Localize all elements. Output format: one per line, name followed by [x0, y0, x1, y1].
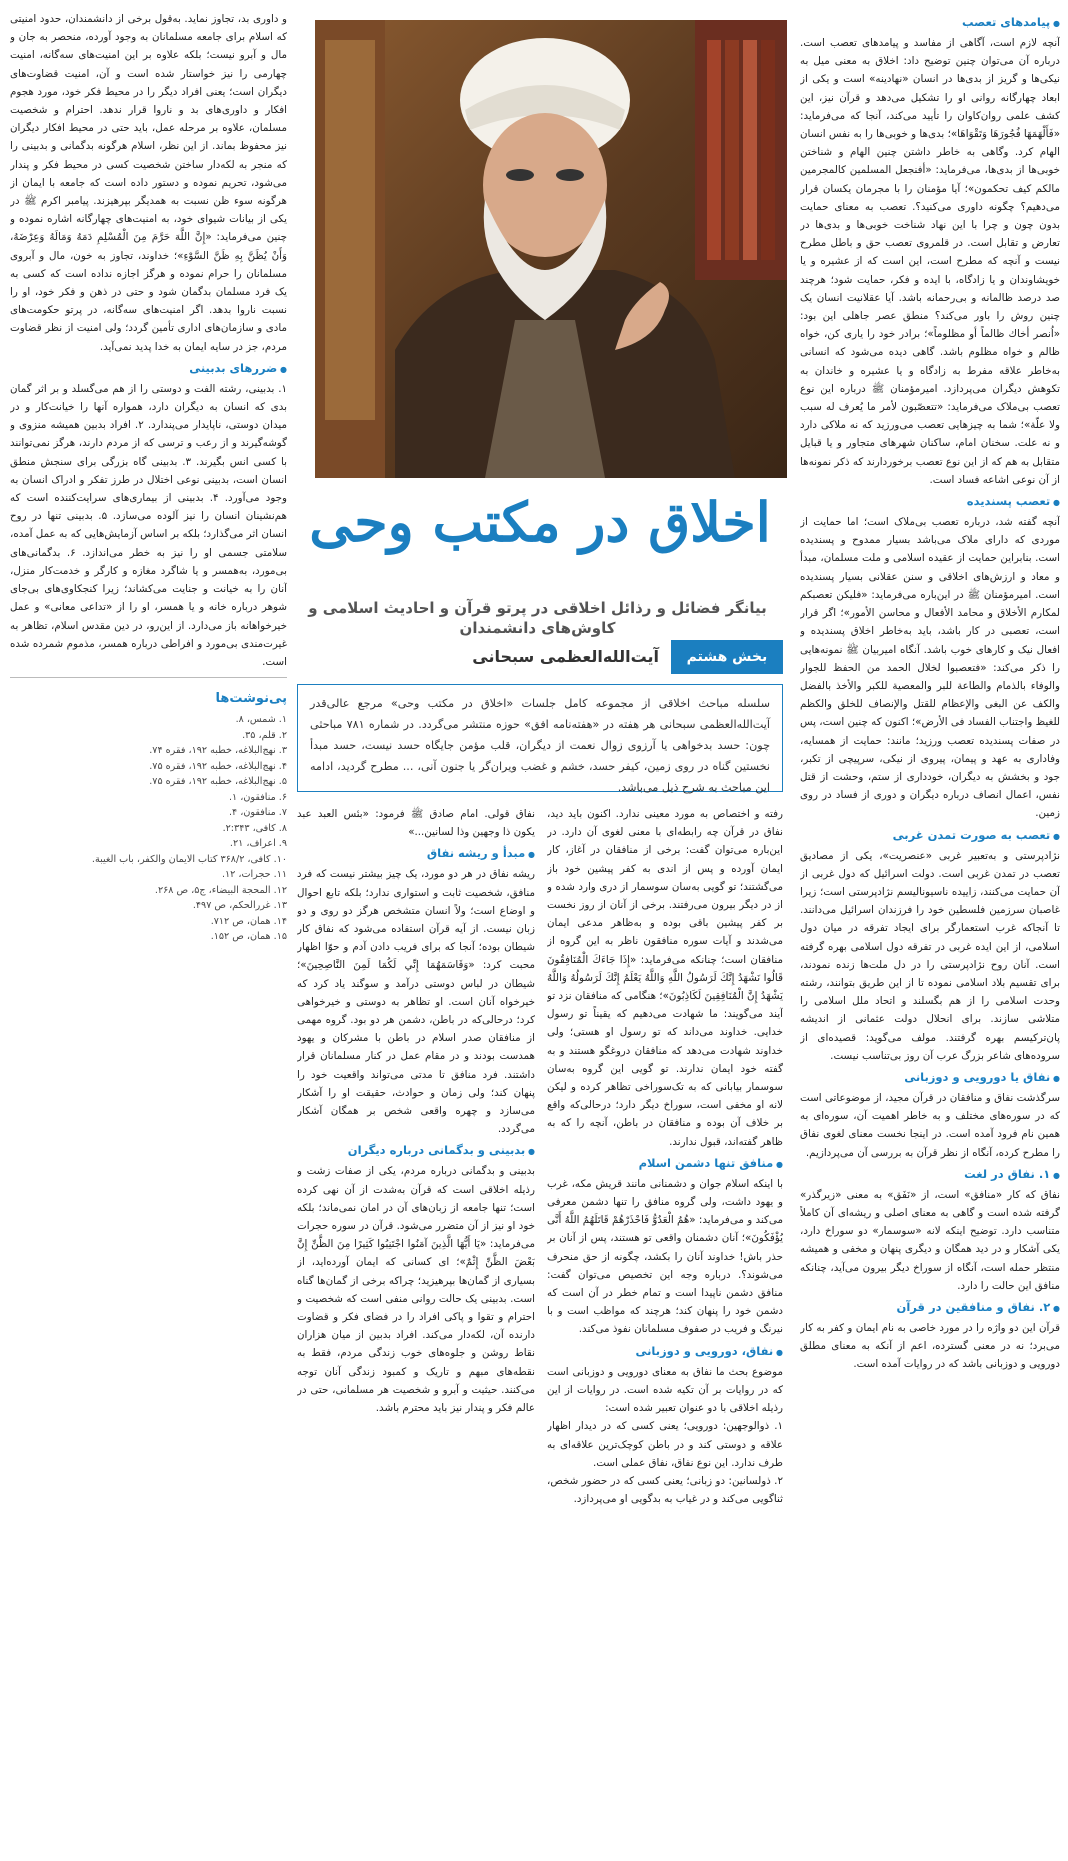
section-heading: ● بدبینی و بدگمانی درباره دیگران: [297, 1141, 535, 1161]
part-badge: بخش هشتم: [671, 640, 783, 674]
footnote: ۳. نهج‌البلاغه، خطبه ۱۹۲، فقره ۷۴.: [149, 745, 287, 757]
footnote: ۹. اعراف، ۲۱.: [229, 838, 287, 850]
paragraph: نفاق قولی. امام صادق ﷺ فرمود: «بئس العبد عبد یکون ذا وجهین وذا لسانین...»: [297, 808, 535, 839]
column-middle-right: [547, 805, 783, 1855]
paragraph: نفاق که کار «منافق» است، از «نَفَق» به معنی «زیرگذر» گرفته شده است و گاهی به معنای اصلی و ریشه‌ای آن کاملاً متناسب دارد. توضیح اینکه لانه «سوسمار» دو سوراخ دارد، یکی آشکار و در دید همگان و دیگری پنهان و مخفی و همیشه منتظر حمله است، آنگاه از سوراخ دیگر بیرون می‌آید، چنانکه منافق این حالت را دارد.: [800, 1188, 1060, 1292]
author-bar: [297, 640, 783, 674]
footnote: ۱۰. کافی، ۳۶۸/۲ کتاب الایمان والکفر، باب الغیبة.: [91, 853, 287, 865]
footnote: ۱۳. غررالحکم، ص ۴۹۷.: [192, 900, 287, 912]
intro-box: سلسله مباحث اخلاقی از مجموعه کامل جلسات «اخلاق در مکتب وحی» مرجع عالی‌قدر آیت‌الله‌العظمی سبحانی هر هفته در «هفته‌نامه افق» حوزه منتشر می‌گردد. در شماره ۷۸۱ مباحثی چون: حسد بدخواهی یا آرزوی زوال نعمت از دیگران، قلب مؤمن جایگاه حسد نیست، حسد مبدأ نخستین گناه در روی زمین، کیفر حسد، خشم و غضب ویران‌گر یا جنون آنی، ... مطرح گردید، ادامه این مباحث به شرح ذیل می‌باشد.: [297, 684, 783, 792]
paragraph: ریشه نفاق در هر دو مورد، یک چیز بیشتر نیست که فرد منافق، شخصیت ثابت و استواری ندارد؛ بلکه تابع احوال و اوضاع است؛ ولاً انسان متشخص هرگز دو روی و دو زبان نیست. از آیه قرآن استفاده می‌شود که نفاق کار شیطان بوده؛ آنجا که برای فریب دادن آدم و حوّا اظهار محبت کرد: «وَقَاسَمَهُمَا إِنِّي لَكُمَا لَمِنَ النَّاصِحِينَ»؛ شیطان در لباس دوستی درآمد و سوگند یاد کرد که خیرخواه آنان است. او تظاهر به دوستی و خیرخواهی کرد؛ درحالی‌که در باطن، دشمن هر دو بود. گروه مهمی از منافقان صدر اسلام در باطن با مشرکان و یهود همدست بودند و در مقام عمل در کنار مسلمانان قرار داشتند. فرد منافق تا مدتی می‌تواند واقعیت خود را پنهان کند؛ ولی زمان و حوادث، حقیقت او را آشکار می‌سازد و چهره واقعی شخص بر همگان آشکار می‌گردد.: [297, 868, 535, 1136]
footnote: ۷. منافقون، ۴.: [228, 807, 287, 819]
portrait-illustration: [315, 20, 787, 478]
footnote: ۱۴. همان، ص ۷۱۲.: [210, 915, 287, 927]
section-heading: ● منافق تنها دشمن اسلام: [547, 1154, 783, 1174]
paragraph: و داوری بد، تجاوز نماید. به‌قول برخی از دانشمندان، حدود امنیتی که اسلام برای جامعه مسلمانان به وجود آورده، منحصر به جان و مال و آبرو نیست؛ بلکه علاوه بر این امنیت‌های سه‌گانه، امنیت چهارمی را نیز خواستار شده است و آن، امنیت قضاوت‌های دیگران است؛ یعنی افراد دیگر را در محیط فکر خود، مورد هجوم افکار و داوری‌های بد و ناروا قرار ندهد. احترام و شخصیت مسلمان، علاوه بر مرحله عمل، باید حتی در محیط افکار دیگران نیز محفوظ بماند. از این نظر، اسلام هرگونه بدگمانی و بدبینی را که منجر به لکه‌دار ساختن شخصیت کسی در محیط فکر و پندار می‌شود، تحریم نموده و دستور داده است که جامعه با ایمان از هرگونه سوء ظن نسبت به همدیگر بپرهیزند. پیامبر اکرم ﷺ در یکی از بیانات شیوای خود، به امنیت‌های چهارگانه اشاره نموده و چنین می‌فرماید: «إِنَّ اللَّهَ حَرَّمَ مِنَ الْمُسْلِمِ دَمَهُ وَمَالَهُ وَعِرْضَهُ، وَأَنْ يُظَنَّ بِهِ ظَنَّ السَّوْءِ»؛ خداوند، تجاوز به خون، مال و آبروی مسلمانان را حرام نموده و هرگز اجازه نداده است که کسی به یک فرد مسلمان بدگمان شود و حتی در ذهن و فکر خود، او را نسبت ناروا بدهد. اگر امنیت‌های سه‌گانه، در پرتو حکومت‌های مادی و سازمان‌های اداری تأمین گردد؛ ولی امنیت از نظر قضاوت مردم، جز در سایه ایمان به خدا پدید نمی‌آید.: [10, 13, 287, 353]
paragraph: رفته و اختصاص به مورد معینی ندارد. اکنون باید دید، نفاق در قرآن چه رابطه‌ای با معنی لغوی آن دارد. در این‌باره می‌توان گفت: برخی از منافقان در آغاز، کار ایمان آورده و پس از اندی به کفر پیشین خود باز می‌گشتند؛ تو گویی به‌سان سوسمار از دری وارد شده و از در دیگر بیرون می‌رفتند. برخی از آنان از روز نخست بر کفر پیشین باقی بوده و به‌ظاهر مدعی ایمان می‌شدند و آیات سوره منافقون ناظر به این گروه از منافقان است؛ چنانکه می‌فرماید: «إِذَا جَاءَكَ الْمُنَافِقُونَ قَالُوا نَشْهَدُ إِنَّكَ لَرَسُولُ اللَّهِ وَاللَّهُ يَعْلَمُ إِنَّكَ لَرَسُولُهُ وَاللَّهُ يَشْهَدُ إِنَّ الْمُنَافِقِينَ لَكَاذِبُونَ»؛ هنگامی که منافقان نزد تو آیند می‌گویند: ما شهادت می‌دهیم که یقیناً تو رسول خدایی. خداوند می‌داند که تو رسول او هستی؛ ولی خداوند شهادت می‌دهد که منافقان دروغگو هستند و به گفته خود ایمان ندارند. تو گویی این گروه به‌سان سوسمار بیابانی که به تک‌سوراخی تظاهر کرده و لیکن لانه او مخفی است، سوراخ دیگر دارد؛ درحالی‌که واقع بر خلاف آن بوده و منافقان در باطن، آنچه را که به ظاهر گفته‌اند، قبول ندارند.: [547, 808, 783, 1148]
footnote: ۱۲. المحجة البیضاء، ج۵، ص ۲۶۸.: [154, 884, 287, 896]
author-name: آیت‌الله‌العظمی سبحانی: [472, 647, 659, 666]
article-subtitle: بیانگر فضائل و رذائل اخلاقی در پرتو قرآن و احادیث اسلامی و کاوش‌های دانشمندان: [308, 599, 767, 637]
divider: [10, 677, 287, 678]
paragraph: ۱. بدبینی، رشته الفت و دوستی را از هم می‌گسلد و بر اثر گمان بدی که انسان به دیگران دارد، همواره آنها را خیانت‌کار و در میدان دوستی، ناپایدار می‌پندارد. ۲. افراد بدبین همیشه منزوی و گوشه‌گیرند و از رعب و ترسی که از مردم دارند، هرگز نمی‌توانند با کسی انس بگیرند. ۳. بدبینی گاه بزرگی برای سنجش منطق انسان است، بدبینی نوعی اختلال در طرز تفکر و ادراک انسان به وجود می‌آورد. ۴. بدبینی از بیماری‌های سرایت‌کننده است که هم‌نشینان انسان را نیز آلوده می‌سازد. ۵. بدبینی تنها در روح انسان اثر می‌گذارد؛ بلکه بر اساس آزمایش‌هایی که به عمل آمده، سلامتی جسمی او را نیز به خطر می‌اندازد. ۶. بدگمانی‌های بی‌مورد، به‌همسر و یا شاگرد مغازه و کارگر و خدمت‌کار منزل، آنان را به خیانت و جنایت می‌کشاند؛ زیرا کنجکاوی‌های بی‌جای شوهر درباره خانه و یا همسر، او را از «تداعی معانی» و عمل خیرخواهانه باز می‌دارد. از این‌رو، در دین مقدس اسلام، تظاهر به غیرت‌مندی بی‌مورد و افراطی درباره همسر، مذموم شمرده شده است.: [10, 382, 287, 668]
footnotes-title: پی‌نوشت‌ها: [215, 691, 287, 707]
section-heading: ● نفاق، دورویی و دوزبانی: [547, 1342, 783, 1362]
section-heading: ● ضررهای بدبینی: [10, 359, 287, 379]
portrait-photo: [315, 20, 787, 478]
section-heading: ● مبدأ و ریشه نفاق: [297, 844, 535, 864]
footnotes-list: [10, 712, 287, 945]
section-heading: ● تعصب به صورت تمدن غربی: [800, 826, 1060, 846]
column-right: [800, 10, 1060, 1855]
column-left: [10, 10, 287, 1855]
footnote: ۶. منافقون، ۱.: [228, 791, 287, 803]
footnote: ۲. قلم، ۳۵.: [242, 729, 287, 741]
column-middle-left: [297, 805, 535, 1855]
paragraph: آنچه گفته شد، درباره تعصب بی‌ملاک است؛ اما حمایت از موردی که دارای ملاک می‌باشد بسیار ممدوح و پسندیده است. بنابراین حمایت از عقیده اسلامی و ملت مسلمان، مبدأ و معاد و ارزش‌های اخلاقی و سنن عقلانی بسیار پسندیده است. امیرمؤمنان ﷺ در این‌باره می‌فرماید: «فلیکن تعصبکم لمکارم الأخلاق و محامد الأفعال و محاسن الأمور»؛ اگر قرار است، تعصبی در کار باشد، باید به‌خاطر اخلاق پسندیده و افعال نیک و کارهای خوب باشد. آنگاه امیربیان ﷺ نمونه‌هایی را ذکر می‌کند: «فتعصبوا لخلال الحمد من الحفظ للجوار والوفاء بالذمام والطاعة للبر والمعصیة للکبر والأخذ بالفضل والکف عن البغی والإعظام للقتل والإنصاف للخلق والکظم للغیظ واجتناب الفساد فی الأرض»؛ اکنون که چنین است، پس در صفات پسندیده تعصب ورزید؛ مانند: حمایت از همسایه، وفاداری به عهد و پیمان، پیروی از نیکی، سرپیچی از تکبر، جود و بخشش به دیگران، خودداری از ستم، وحشت از قتل نفس، اعمال انصاف درباره دیگران و دوری از فساد در روی زمین.: [800, 516, 1060, 820]
paragraph: با اینکه اسلام جوان و دشمنانی مانند قریش مکه، غرب و یهود داشت، ولی گروه منافق را تنها دشمن معرفی می‌کند و می‌فرماید: «هُمُ الْعَدُوُّ فَاحْذَرْهُمْ قَاتَلَهُمُ اللَّهُ أَنَّى يُؤْفَكُونَ»؛ آنان دشمنان واقعی تو هستند، پس از آنان بر حذر باش! خداوند آنان را بکشد، چگونه از حق منحرف می‌شوند؟. درباره وجه این تخصیص می‌توان گفت: منافق دشمن ناپیدا است و تمام خطر در آن است که دشمن خود را پنهان کند؛ هرچند که مواظب است و با نیرنگ و فریب در صفوف مسلمانان نفوذ می‌کند.: [547, 1177, 783, 1336]
footnote: ۵. نهج‌البلاغه، خطبه ۱۹۲، فقره ۷۵.: [149, 776, 287, 788]
section-heading: ● ۱. نفاق در لغت: [800, 1165, 1060, 1185]
section-heading: ● تعصب پسندیده: [800, 492, 1060, 512]
section-heading: ● نفاق یا دورویی و دوزبانی: [800, 1068, 1060, 1088]
paragraph: بدبینی و بدگمانی درباره مردم، یکی از صفات زشت و رذیله اخلاقی است که قرآن به‌شدت از آن نهی کرده است؛ تنها جامعه از زبان‌های آن در امان نمی‌ماند؛ بلکه خود او نیز از آن متضرر می‌شود. قرآن در سوره حجرات می‌فرماید: «يَا أَيُّهَا الَّذِينَ آمَنُوا اجْتَنِبُوا كَثِيرًا مِنَ الظَّنِّ إِنَّ بَعْضَ الظَّنِّ إِثْمٌ»؛ ای کسانی که ایمان آورده‌اید، از بسیاری از گمان‌ها بپرهیزید؛ چراکه برخی از گمان‌ها گناه است. بدبینی یک حالت روانی منفی است که شخصیت و احترام و تقوا و پاکی افراد را در فضای فکر و قضاوت دارنده آن، لکه‌دار می‌کند. افراد بدبین از میان هزاران نقاط روشن و جلوه‌های خوب زندگی مردم، فقط به نقطه‌های مبهم و تاریک و کمبود زندگی آنان توجه می‌کنند. حیثیت و آبرو و شخصیت هر مسلمانی، حتی در عالم فکر و پندار نیز باید محترم باشد.: [297, 1165, 535, 1415]
footnote: ۱۵. همان، ص ۱۵۲.: [210, 931, 287, 943]
footnote: ۸. کافی، ۲:۳۴۳.: [222, 822, 287, 834]
footnote: ۱. شمس، ۸.: [235, 714, 287, 726]
paragraph: قرآن این دو واژه را در مورد خاصی به نام ایمان و کفر به کار می‌برد؛ نه در معنی گسترده، اعم از آنکه به معنای مطلق دورویی و دوزبانی باشد که در روایات آمده است.: [800, 1322, 1060, 1371]
list-item: ۱. ذوالوجهین: دورویی؛ یعنی کسی که در دیدار اظهار علاقه و دوستی کند و در باطن کوچک‌ترین علاقه‌ای به طرف ندارد. این نوع نفاق، نفاق عملی است.: [547, 1420, 783, 1469]
footnote: ۴. نهج‌البلاغه، خطبه ۱۹۲، فقره ۷۵.: [149, 760, 287, 772]
section-heading: ● پیامدهای تعصب: [800, 13, 1060, 33]
paragraph: نژادپرستی و به‌تعبیر غربی «عنصریت»، یکی از مصادیق تعصب در تمدن غربی است. دولت اسرائیل که دول غربی از آن حمایت می‌کنند، زاییده ناسیونالیسم نژادپرستی است؛ زیرا غاصبان سرزمین فلسطین خود را فرزندان اسرائیل می‌دانند. تا آنجاکه غرب استعمارگر برای ایجاد تفرقه در میان دول اسلامی، از این ایده غربی در تفرقه دول اسلامی بهره گرفته است. آنان روح نژادپرستی را در دل ملت‌ها زنده نمودند، برای تقسیم بلاد اسلامی نموده تا از این طریق بتوانند، رشته وحدت اسلامی را از هم بگسلند و اتحاد ملل اسلامی را متلاشی سازند. برای انحلال دولت عثمانی از اندیشه پان‌ترکیسم بهره گرفتند. مولف می‌گوید: قصیده‌ای از سروده‌های شاعر بزرگ عرب آن روز بی‌تناسب نیست.: [800, 849, 1060, 1062]
paragraph: موضوع بحث ما نفاق به معنای دورویی و دوزبانی است که در روایات بر آن تکیه شده است. در روایات از این رذیله اخلاقی با دو عنوان تعبیر شده است:: [547, 1365, 783, 1415]
list-item: ۲. ذولسانین: دو زبانی؛ یعنی کسی که در حضور شخص، ثناگویی می‌کند و در غیاب به بدگویی او می‌پردازد.: [547, 1474, 783, 1506]
footnote: ۱۱. حجرات، ۱۲.: [221, 869, 287, 881]
article-title: اخلاق در مکتب وحی: [309, 490, 771, 554]
section-heading: ● ۲. نفاق و منافقین در قرآن: [800, 1298, 1060, 1318]
paragraph: سرگذشت نفاق و منافقان در قرآن مجید، از موضوعاتی است که در سوره‌های مختلف و به خاطر اهمیت آن، سوره‌ای به همین نام فرود آمده است. در اینجا نخست معنای لغوی نفاق را مطرح کرده، آنگاه از نظر قرآن به بررسی آن می‌پردازیم.: [800, 1091, 1060, 1159]
paragraph: آنچه لازم است، آگاهی از مفاسد و پیامدهای تعصب است. درباره آن می‌توان چنین توضیح داد: اخلاق به معنی میل به نیکی‌ها و گریز از بدی‌ها در انسان «نهادینه» است و یکی از ابعاد چهارگانه روانی او را تشکیل می‌دهد و قرآن نیز، این کشف علمی روان‌کاوان را تأیید می‌کند، آنجا که می‌فرماید: «فَأَلْهَمَهَا فُجُورَهَا وَتَقْوَاهَا»؛ بدی‌ها و خوبی‌ها را به نفس انسان الهام کرد. وگاهی به خاطر داشتن چنین الهام و شناختن خوبی‌ها از بدی‌ها، می‌فرماید: «أفنجعل المسلمین کالمجرمین مالکم کیف تحکمون»؛ آیا مؤمنان را با مجرمان یکسان قرار می‌دهیم؟ چگونه داوری می‌کنید؟. تعصب به معنای حمایت بدون چون و چرا با این نهاد شناخت خوبی‌ها و بدی‌ها در تعارض و تقابل است. در قلمروی تعصب حق و باطل مطرح نیست و آنچه که مطرح است، این است که از عشیره و یا خویشاوندان و یا زادگاه، با ایده و فکر، حمایت شود؛ هرچند صد درصد ظالمانه و بی‌رحمانه باشد. آیا عقلانیت انسان یک چنین روش را باور می‌کند؟ منطق عصر جاهلی این بود: «اُنصر أخاك ظالماً أو مظلوماً»؛ برادر خود را یاری کن، خواه ظالم و خواه مظلوم باشد. گاهی دیده می‌شود که انسانی به‌خاطر علاقه مفرط به زادگاه و یا عشیره و خاندان به تکوهش دیگران می‌پردازد. امیرمؤمنان ﷺ درباره این نوع تعصب بی‌ملاک می‌فرماید: «تتعصّبون لأمر ما يُعرف له سبب ولا علّة»؛ شما به چیزهایی تعصب می‌ورزید که نه ملاکی دارد و نه علت. سخنان امام، ساکنان شهرهای متجاور و یا قبایل متقابل به هم که از این نوع تعصب برخوردارند که ذکر نمونه‌ها از آن نوعی اشاعه فساد است.: [800, 37, 1060, 486]
